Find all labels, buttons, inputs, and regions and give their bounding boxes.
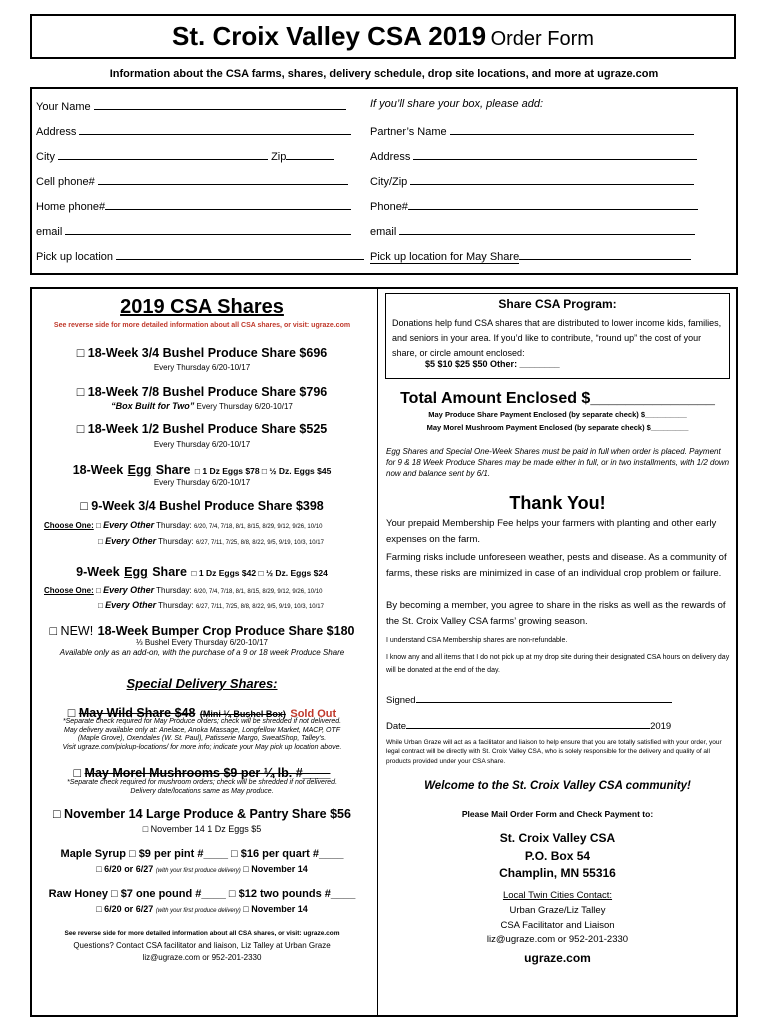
legal-text: While Urban Graze will act as a facilitator and liaison to help ensure that you are totally satisfied with your order, your legal contract will be directly with St. Croix Valley CSA, who is solely responsible for the delivery and quality of all products provided under your CSA share. bbox=[386, 739, 722, 765]
share-18wk-12-schedule: Every Thursday 6/20-10/17 bbox=[153, 440, 251, 449]
page-title-suffix: Order Form bbox=[490, 28, 594, 50]
welcome-line: Welcome to the St. Croix Valley CSA community! bbox=[424, 780, 691, 792]
special-title: Special Delivery Shares: bbox=[126, 676, 278, 691]
dates-d[interactable]: 6/27, 7/11, 7/25, 8/8, 8/22, 9/5, 9/19, 10/3, 10/17 bbox=[195, 604, 324, 610]
your-name-label: Your Name bbox=[36, 101, 91, 113]
morel-share[interactable]: May Morel Mushrooms $9 per ¼ lb. #____ bbox=[84, 766, 331, 780]
home-phone-field[interactable] bbox=[105, 198, 351, 210]
partner-cityzip-field[interactable] bbox=[410, 173, 694, 185]
partner-cityzip-label: City/Zip bbox=[370, 176, 408, 188]
share-intro: If you’ll share your box, please add: bbox=[370, 98, 544, 110]
share-18wk-78-schedule: Every Thursday 6/20-10/17 bbox=[196, 402, 293, 411]
zip-label: Zip bbox=[271, 151, 287, 163]
bumper-new-label[interactable]: □ NEW! bbox=[49, 624, 94, 638]
syrup-dates[interactable]: □ 6/20 or 6/27 bbox=[96, 864, 154, 874]
egg18-label-c: Share bbox=[155, 463, 191, 477]
egg9-options[interactable]: □ 1 Dz Eggs $42 □ ½ Dz. Eggs $24 bbox=[191, 568, 328, 578]
mail-address-3: Champlin, MN 55316 bbox=[499, 866, 616, 880]
ack-nonrefundable: I understand CSA Membership shares are non-refundable. bbox=[386, 637, 568, 644]
mail-instructions: Please Mail Order Form and Check Payment to: bbox=[461, 809, 654, 819]
thursday-label: Thursday: bbox=[156, 521, 192, 530]
zip-field[interactable] bbox=[286, 148, 334, 160]
membership-text: Your prepaid Membership Fee helps your farmers with planting and other early expenses on the farm. bbox=[386, 518, 717, 545]
partner-phone-label: Phone# bbox=[370, 201, 408, 213]
signature-field[interactable] bbox=[416, 691, 672, 703]
egg9-label-b: Egg bbox=[124, 565, 148, 579]
may-wild-mini: (Mini ¼ Bushel Box) bbox=[199, 709, 286, 719]
morel-payment[interactable]: May Morel Mushroom Payment Enclosed (by separate check) $_________ bbox=[426, 423, 689, 432]
honey-first: (with your first produce delivery) bbox=[155, 908, 241, 914]
egg9-label-a: 9-Week bbox=[76, 565, 120, 579]
share-18wk-34-schedule: Every Thursday 6/20-10/17 bbox=[153, 363, 251, 372]
address-label: Address bbox=[36, 126, 77, 138]
honey-dates[interactable]: □ 6/20 or 6/27 bbox=[96, 904, 154, 914]
date-field[interactable] bbox=[406, 717, 650, 729]
dates-b[interactable]: 6/27, 7/11, 7/25, 8/8, 8/22, 9/5, 9/19, 10/3, 10/17 bbox=[195, 540, 324, 546]
donation-amounts[interactable]: $5 $10 $25 $50 Other: ________ bbox=[425, 359, 560, 369]
local-contact-1: Urban Graze/Liz Talley bbox=[509, 905, 606, 916]
bottom-reverse-note: See reverse side for more detailed information about all CSA shares, or visit: ugraze.com bbox=[64, 930, 340, 937]
rewards-text: By becoming a member, you agree to share in the risks as well as the rewards of the St. Croix Valley CSA farms’ growing season. bbox=[386, 600, 726, 627]
egg9-label-c: Share bbox=[152, 565, 187, 579]
may-note-4: Visit ugraze.com/pickup-locations/ for more info; indicate your May pick up location above. bbox=[62, 743, 342, 751]
signed-label: Signed bbox=[386, 695, 416, 706]
dates-a[interactable]: 6/20, 7/4, 7/18, 8/1, 8/15, 8/29, 9/12, 9/26, 10/10 bbox=[193, 524, 323, 530]
mail-address-1: St. Croix Valley CSA bbox=[499, 831, 616, 845]
may-note-3: (Maple Grove), Oxendales (W. St. Paul), Patisserie Margo, SweatShop, Talley’s. bbox=[77, 735, 327, 743]
share-18wk-12[interactable]: □ 18-Week 1/2 Bushel Produce Share $525 bbox=[76, 422, 328, 436]
title-box bbox=[30, 14, 736, 59]
may-pickup-label: Pick up location for May Share bbox=[370, 251, 520, 263]
reverse-note: See reverse side for more detailed information about all CSA shares, or visit: ugraze.com bbox=[53, 322, 351, 329]
may-note-1: *Separate check required for May Produce orders; check will be shredded if not delivered. bbox=[62, 718, 342, 725]
bumper-share: 18-Week Bumper Crop Produce Share $180 bbox=[97, 624, 355, 638]
email-field[interactable] bbox=[65, 223, 351, 235]
honey-november[interactable]: □ November 14 bbox=[243, 904, 308, 914]
bumper-note: Available only as an add-on, with the purchase of a 9 or 18 week Produce Share bbox=[59, 648, 345, 657]
november-share[interactable]: □ November 14 Large Produce & Pantry Share $56 bbox=[53, 807, 351, 821]
partner-address-label: Address bbox=[370, 151, 411, 163]
dates-c[interactable]: 6/20, 7/4, 7/18, 8/1, 8/15, 8/29, 9/12, 9/26, 10/10 bbox=[193, 589, 323, 595]
questions-line: Questions? Contact CSA facilitator and liaison, Liz Talley at Urban Graze bbox=[73, 941, 331, 950]
thursday-label-c: Thursday: bbox=[156, 586, 192, 595]
choose-one-label: Choose One: bbox=[44, 521, 94, 530]
partner-phone-field[interactable] bbox=[408, 198, 698, 210]
share-9wk-34[interactable]: □ 9-Week 3/4 Bushel Produce Share $398 bbox=[80, 499, 324, 513]
raw-honey[interactable]: Raw Honey □ $7 one pound #____ □ $12 two pounds #____ bbox=[48, 888, 356, 900]
partner-email-label: email bbox=[370, 226, 397, 238]
every-other-label-b: Every Other bbox=[105, 536, 157, 546]
shares-title: 2019 CSA Shares bbox=[120, 296, 284, 318]
syrup-november[interactable]: □ November 14 bbox=[243, 864, 308, 874]
syrup-first: (with your first produce delivery) bbox=[155, 868, 241, 874]
pickup-label: Pick up location bbox=[36, 251, 114, 263]
thursday-label-b: Thursday: bbox=[158, 537, 194, 546]
pickup-field[interactable] bbox=[116, 248, 364, 260]
every-other-label-d: Every Other bbox=[105, 600, 157, 610]
address-field[interactable] bbox=[79, 123, 351, 135]
local-contact-title: Local Twin Cities Contact: bbox=[502, 890, 613, 901]
column-divider bbox=[377, 289, 378, 1015]
thank-you: Thank You! bbox=[509, 493, 606, 513]
website-link[interactable]: ugraze.com bbox=[524, 951, 591, 965]
home-phone-label: Home phone# bbox=[36, 201, 106, 213]
cell-field[interactable] bbox=[98, 173, 348, 185]
partner-email-field[interactable] bbox=[399, 223, 695, 235]
ack-pickup: I know any and all items that I do not pick up at my drop site during their designated CSA hours on delivery day will be donated at the end of the day. bbox=[386, 654, 730, 674]
egg18-label-a: 18-Week bbox=[72, 463, 124, 477]
partner-address-field[interactable] bbox=[413, 148, 697, 160]
share-18wk-34[interactable]: □ 18-Week 3/4 Bushel Produce Share $696 bbox=[76, 346, 328, 360]
mail-address-2: P.O. Box 54 bbox=[524, 849, 591, 863]
total-amount[interactable]: Total Amount Enclosed $______________ bbox=[400, 390, 715, 407]
egg18-schedule: Every Thursday 6/20-10/17 bbox=[153, 478, 251, 487]
page-title: St. Croix Valley CSA 2019 bbox=[172, 21, 487, 51]
share-program-title: Share CSA Program: bbox=[498, 297, 617, 311]
morel-note-2: Delivery date/locations same as May produce. bbox=[130, 787, 274, 795]
city-label: City bbox=[36, 151, 55, 163]
may-note-2: May delivery available only at: Anelace, Anoka Massage, Longfellow Market, MACP, OTF bbox=[64, 726, 340, 734]
may-pickup-field[interactable] bbox=[519, 248, 691, 260]
local-contact-2: CSA Facilitator and Liaison bbox=[500, 920, 615, 931]
share-18wk-78[interactable]: □ 18-Week 7/8 Bushel Produce Share $796 bbox=[76, 385, 328, 399]
every-other-label-c: Every Other bbox=[103, 585, 155, 595]
egg-payment-note: Egg Shares and Special One-Week Shares must be paid in full when order is placed. Payment for 9 & 18 Week Produce Shares may be made either in full, or in two installments, with 1/2 down now and balance sent by 6/1. bbox=[386, 447, 730, 478]
may-wild-share[interactable]: May Wild Share $48 bbox=[78, 706, 196, 720]
city-field[interactable] bbox=[58, 148, 268, 160]
your-name-field[interactable] bbox=[94, 98, 346, 110]
local-contact-3[interactable]: liz@ugraze.com or 952-201-2330 bbox=[486, 934, 629, 945]
contact-form bbox=[30, 87, 738, 275]
november-eggs[interactable]: □ November 14 1 Dz Eggs $5 bbox=[142, 824, 262, 834]
cell-label: Cell phone# bbox=[36, 176, 95, 188]
partner-label: Partner’s Name bbox=[370, 126, 447, 138]
every-other-label: Every Other bbox=[103, 520, 155, 530]
risks-text: Farming risks include unforeseen weather, pests and disease. As a community of farms, these risks are minimized in case of an individual crop problem or failure. bbox=[386, 552, 727, 579]
morel-note-1: *Separate check required for mushroom orders; check will be shredded if not delivered. bbox=[66, 779, 338, 786]
email-label: email bbox=[36, 226, 63, 238]
may-payment[interactable]: May Produce Share Payment Enclosed (by separate check) $__________ bbox=[428, 410, 687, 419]
partner-field[interactable] bbox=[450, 123, 694, 135]
maple-syrup[interactable]: Maple Syrup □ $9 per pint #____ □ $16 per quart #____ bbox=[60, 848, 344, 860]
egg18-options[interactable]: □ 1 Dz Eggs $78 □ ½ Dz. Eggs $45 bbox=[194, 466, 332, 476]
contact-line: liz@ugraze.com or 952-201-2330 bbox=[142, 953, 262, 962]
date-label: Date bbox=[386, 721, 407, 732]
share-program-text: Donations help fund CSA shares that are distributed to lower income kids, families, and seniors in your area. If you’d like to contribute, “round up” the cost of your share, or circle amount enclosed: bbox=[392, 318, 722, 358]
sold-out-badge: Sold Out bbox=[290, 708, 337, 720]
choose-one-label-2: Choose One: bbox=[44, 586, 94, 595]
box-for-two-tag: “Box Built for Two” bbox=[111, 401, 195, 411]
thursday-label-d: Thursday: bbox=[158, 601, 194, 610]
egg18-label-b: Egg bbox=[127, 463, 152, 477]
bumper-schedule: ⅓ Bushel Every Thursday 6/20-10/17 bbox=[136, 638, 268, 647]
date-year: 2019 bbox=[650, 721, 672, 732]
info-line: Information about the CSA farms, shares, delivery schedule, drop site locations, and more at ugraze.com bbox=[109, 68, 659, 80]
